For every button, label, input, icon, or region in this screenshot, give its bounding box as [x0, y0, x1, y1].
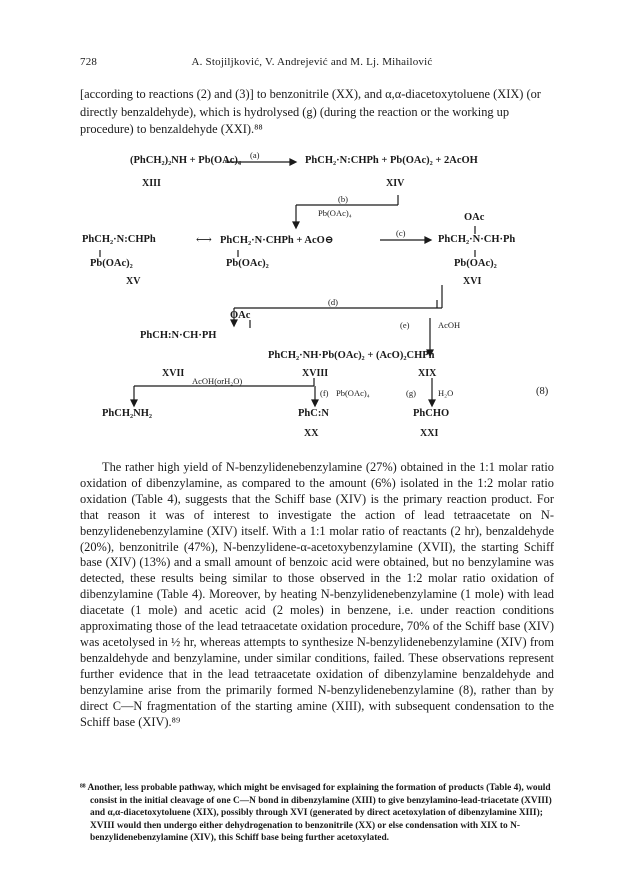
- step-label-f: (f): [320, 388, 329, 398]
- structure-XVI-bottom: Pb(OAc)₂: [454, 258, 497, 269]
- product-benzylamine: PhCH₂NH₂: [102, 408, 153, 419]
- step-label-b: (b): [338, 194, 348, 204]
- step-f-reagent: Pb(OAc)₄: [336, 388, 370, 398]
- running-header-authors: A. Stojiljković, V. Andrejević and M. Lj. Mihailović: [191, 56, 433, 68]
- structure-XV-bottom: Pb(OAc)₂: [90, 258, 133, 269]
- step-label-c: (c): [396, 228, 406, 238]
- structure-XVI-oac: OAc: [464, 212, 485, 223]
- footnote: [80, 782, 554, 845]
- footnote-text: ⁸⁸ Another, less probable pathway, which might be envisaged for explaining the formation of products (Table 4), would consist in the initial cleavage of one C—N bond in dibenzylamine (XIII) to give benzylamino-lead-triacetate (XVIII) and α,α-diacetoxytoluene (XIX), possibly through XVI (generated by direct acetoxylation of dibenzylamine XIII); XVIII would then undergo either dehydrogenation to benzonitrile (XX) or else condensation with XIX to N-benzylidenebenzylamine (XIV), this Schiff base being further acetoxylated.: [80, 783, 552, 843]
- resonance-arrow: ⟷: [196, 234, 212, 246]
- label-XVI: XVI: [463, 276, 482, 287]
- product-benzonitrile: PhC:N: [298, 408, 329, 419]
- label-XIX: XIX: [418, 368, 437, 379]
- step-g-reagent: H₂O: [438, 388, 454, 398]
- label-XVII: XVII: [162, 368, 185, 379]
- label-XIV: XIV: [386, 178, 405, 189]
- structure-XVII: PhCH:N·CH·PH: [140, 330, 217, 341]
- label-XV: XV: [126, 276, 141, 287]
- step-label-a: (a): [250, 150, 260, 160]
- step-e-reagent: AcOH: [438, 320, 461, 330]
- reactant-dibenzylamine: (PhCH₂)₂NH + Pb(OAc)₄: [130, 155, 242, 166]
- reaction-scheme: [80, 150, 560, 440]
- equation-number: (8): [536, 386, 549, 397]
- body-paragraph-text: The rather high yield of N-benzylidenebenzylamine (27%) obtained in the 1:1 molar ratio oxidation of dibenzylamine, as compared to the amount (6%) isolated in the 1:2 molar ratio oxidation (Table 4), suggests that the Schiff base (XIV) is the primary reaction product. For that reason it was of interest to investigate the action of lead tetraacetate on N-benzylidenebenzylamine (XIV) itself. With a 1:1 molar ratio of reactants (2 hr), benzaldehyde (20%), benzonitrile (47%), N-benzylidene-α-acetoxybenzylamine (XVII), the starting Schiff base (XIV) (13%) and a small amount of benzoic acid were obtained, but no benzylamine was detected, these results being similar to those observed in the 1:2 molar ratio oxidation of dibenzylamine (Table 4). Moreover, by heating N-benzylidenebenzylamine (1 mole) with lead diacetate (1 mole) and acetic acid (2 moles) in benzene, i.e. under reaction conditions approximating those of the lead tetraacetate oxidation procedure, 70% of the Schiff base (XIV) was acetolysed in ½ hr, whereas attempts to synthesize N-benzylidenebenzylamine (XIV) from benzaldehyde and benzylamine, under similar conditions, failed. These observations represent further evidence that in the lead tetraacetate oxidation of dibenzylamine benzaldehyde and benzylamine arise from the primarily formed N-benzylidenebenzylamine (8), rather than by direct C—N fragmentation of the starting amine (XIII), with subsequent condensation to the Schiff base (XIV).⁸⁹: [80, 460, 554, 729]
- label-XX: XX: [304, 428, 319, 439]
- page-number: 728: [80, 56, 98, 68]
- structure-XVII-oac: OAc: [230, 310, 251, 321]
- intro-paragraph: [according to reactions (2) and (3)] to benzonitrile (XX), and α,α-diacetoxytoluene (XIX) (or directly benzaldehyde), which is hydrolysed (g) (during the reaction or the working up procedure) to benzaldehyde (XXI).⁸⁸: [80, 87, 541, 136]
- step-label-e: (e): [400, 320, 410, 330]
- body-paragraph: [80, 460, 554, 730]
- step-b-reagent: Pb(OAc)₄: [318, 208, 352, 218]
- structure-XVIII-XIX: PhCH₂·NH·Pb(OAc)₂ + (AcO)₂CHPh: [268, 350, 435, 361]
- label-XXI: XXI: [420, 428, 439, 439]
- structure-mid-top: PhCH₂·N·CHPh + AcO⊖: [220, 235, 334, 246]
- product-schiff-base-eq: PhCH₂·N:CHPh + Pb(OAc)₂ + 2AcOH: [305, 155, 478, 166]
- reagent-acoh-water: AcOH(orH₂O): [192, 376, 243, 386]
- structure-mid-bottom: Pb(OAc)₂: [226, 258, 269, 269]
- structure-XVI-main: PhCH₂·N·CH·Ph: [438, 234, 516, 245]
- label-XVIII: XVIII: [302, 368, 329, 379]
- running-header: [80, 56, 544, 72]
- step-label-g: (g): [406, 388, 416, 398]
- step-label-d: (d): [328, 297, 338, 307]
- structure-XV-top: PhCH₂·N:CHPh: [82, 234, 156, 245]
- label-XIII: XIII: [142, 178, 161, 189]
- product-benzaldehyde: PhCHO: [413, 408, 450, 419]
